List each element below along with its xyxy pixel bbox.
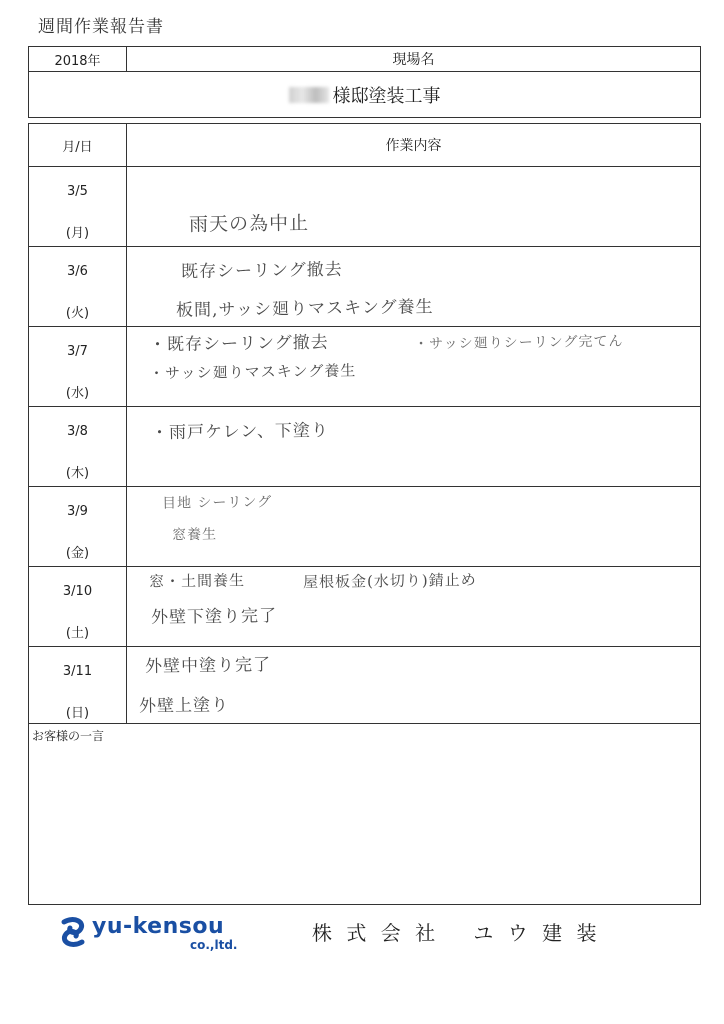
row-divider bbox=[29, 566, 700, 567]
redacted-name bbox=[289, 87, 329, 103]
row-date: 3/6 bbox=[67, 264, 88, 279]
row-day: (月) bbox=[65, 226, 90, 241]
work-header: 作業内容 bbox=[385, 138, 442, 154]
company-name: 株 式 会 社 ユ ウ 建 装 bbox=[312, 921, 601, 945]
row-divider bbox=[29, 406, 700, 407]
date-header: 月/日 bbox=[62, 139, 93, 155]
work-entry: 既存シーリング撤去 bbox=[180, 259, 343, 283]
header-divider bbox=[29, 166, 700, 167]
work-entry: 板間,サッシ廻りマスキング養生 bbox=[175, 297, 434, 321]
header-table bbox=[28, 46, 701, 118]
row-day: (日) bbox=[65, 706, 90, 721]
work-entry: 外壁上塗り bbox=[138, 695, 230, 717]
work-entry: 外壁中塗り完了 bbox=[144, 655, 272, 677]
customer-comment-box bbox=[28, 723, 701, 905]
row-divider bbox=[29, 246, 700, 247]
customer-comment-label: お客様の一言 bbox=[32, 729, 105, 743]
work-entry: 外壁下塗り完了 bbox=[150, 606, 278, 628]
year-cell: 2018年 bbox=[29, 47, 127, 72]
work-entry: ・サッシ廻りマスキング養生 bbox=[148, 361, 357, 383]
row-divider bbox=[29, 486, 700, 487]
work-entry: ・サッシ廻りシーリング完てん bbox=[413, 333, 624, 353]
work-entry: 窓・土間養生 bbox=[148, 571, 246, 591]
row-divider bbox=[29, 326, 700, 327]
logo-wordmark: yu-kensou bbox=[92, 914, 225, 939]
company-logo bbox=[58, 914, 258, 954]
site-name: 様邸塗装工事 bbox=[332, 85, 441, 107]
logo-subtext: co.,ltd. bbox=[190, 938, 238, 952]
row-day: (火) bbox=[65, 306, 90, 321]
work-entry: 目地 シーリング bbox=[161, 494, 273, 512]
site-name-cell bbox=[29, 72, 700, 117]
work-entry: 窓養生 bbox=[171, 526, 218, 544]
row-day: (木) bbox=[65, 466, 90, 481]
work-table bbox=[28, 123, 701, 724]
work-entry: ・既存シーリング撤去 bbox=[148, 332, 329, 356]
row-date: 3/8 bbox=[67, 424, 88, 439]
work-entry: 屋根板金(水切り)錆止め bbox=[302, 570, 477, 592]
row-divider bbox=[29, 646, 700, 647]
column-divider bbox=[126, 124, 127, 723]
row-date: 3/9 bbox=[67, 504, 88, 519]
logo-swirl-icon bbox=[58, 916, 88, 948]
row-day: (金) bbox=[65, 546, 90, 561]
row-date: 3/5 bbox=[67, 184, 88, 199]
site-label: 現場名 bbox=[127, 47, 700, 72]
row-date: 3/11 bbox=[62, 664, 93, 679]
work-entry: ・雨戸ケレン、下塗り bbox=[150, 420, 330, 444]
row-date: 3/10 bbox=[62, 584, 93, 599]
document-title: 週間作業報告書 bbox=[38, 17, 164, 37]
row-day: (水) bbox=[65, 386, 90, 401]
work-entry: 雨天の為中止 bbox=[188, 212, 310, 236]
row-day: (土) bbox=[65, 626, 90, 641]
row-date: 3/7 bbox=[67, 344, 88, 359]
